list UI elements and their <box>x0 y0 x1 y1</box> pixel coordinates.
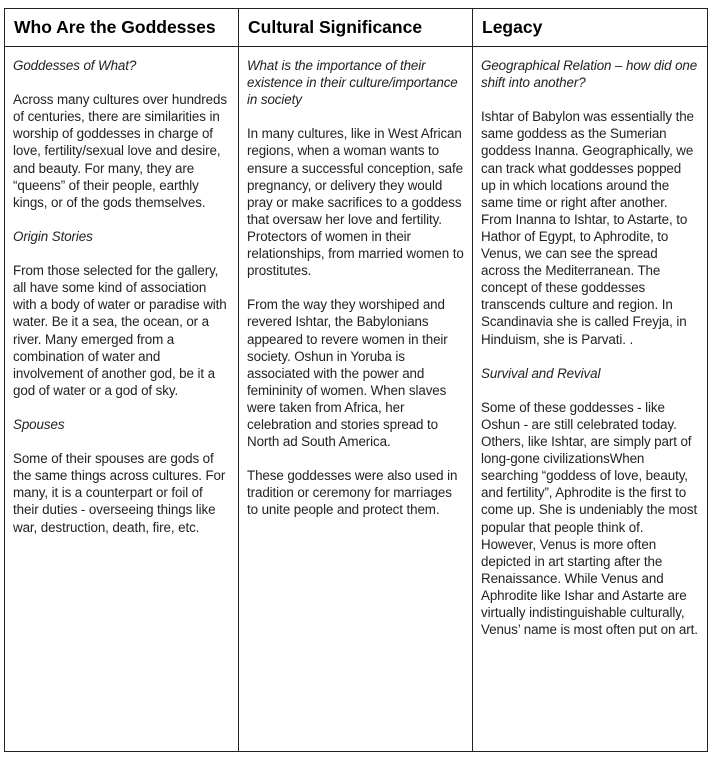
section-subheading: What is the importance of their existence in their culture/importance in society <box>247 58 458 108</box>
body-paragraph: These goddesses were also used in tradition or ceremony for marriages to unite people and protect them. <box>247 468 458 518</box>
body-paragraph: Ishtar of Babylon was essentially the same goddess as the Sumerian goddess Inanna. Geographically, we can track what goddesses popped up in which locations around the same time or right after another. From Inanna to Ishtar, to Astarte, to Hathor of Egypt, to Aphrodite, to Venus, we can see the spread across the Mediterranean. The concept of these goddesses transcends culture and region. In Scandinavia she is called Freyja, in Hinduism, she is Parvati. . <box>481 109 694 347</box>
body-paragraph: Across many cultures over hundreds of centuries, there are similarities in worship of goddesses in charge of love, fertility/sexual love and desire, and beauty. For many, they are “queens” of their people, earthly kings, or of the gods themselves. <box>13 92 227 210</box>
section-subheading: Goddesses of What? <box>13 58 137 73</box>
body-paragraph: Some of their spouses are gods of the same things across cultures. For many, it is a counterpart or foil of their duties - overseeing things like war, destruction, death, fire, etc. <box>13 451 226 535</box>
column-who-are-the-goddesses <box>5 47 239 752</box>
section-subheading: Geographical Relation – how did one shift into another? <box>481 58 698 91</box>
column-legacy <box>473 47 707 752</box>
section-subheading: Survival and Revival <box>481 365 601 381</box>
body-paragraph: Some of these goddesses - like Oshun - are still celebrated today. Others, like Ishtar, are simply part of long-gone civilizationsWhen searching “goddess of love, beauty, and fertility”, Aphrodite is the first to come up. She is undeniably the most popular that people think of. However, Venus is more often depicted in art starting after the Renaissance. While Venus and Aphrodite like Ishar and Astarte are virtually indistinguishable culturally, Venus’ name is most often put on art. <box>481 399 698 638</box>
header-who-are-the-goddesses: Who Are the Goddesses <box>5 9 239 47</box>
goddess-table <box>4 8 708 752</box>
header-cultural-significance: Cultural Significance <box>239 9 473 47</box>
header-legacy: Legacy <box>473 9 707 47</box>
body-paragraph: From those selected for the gallery, all have some kind of association with a body of water or paradise with water. Be it a sea, the ocean, or a river. Many emerged from a combination of water and involvement of another god, be it a god of water or a god of sky. <box>13 263 227 398</box>
column-cultural-significance <box>239 47 473 752</box>
section-subheading: Spouses <box>13 416 65 432</box>
section-subheading: Origin Stories <box>13 228 93 244</box>
body-paragraph: From the way they worshiped and revered Ishtar, the Babylonians appeared to revere women in their society. Oshun in Yoruba is associated with the power and femininity of women. When slaves were taken from Africa, her celebration and stories spread to North ad South America. <box>247 297 448 450</box>
body-paragraph: In many cultures, like in West African regions, when a woman wants to ensure a successful conception, safe pregnancy, or delivery they would pray or make sacrifices to a goddess that oversaw her love and fertility. Protectors of women in their relationships, from married women to prostitutes. <box>247 126 464 279</box>
